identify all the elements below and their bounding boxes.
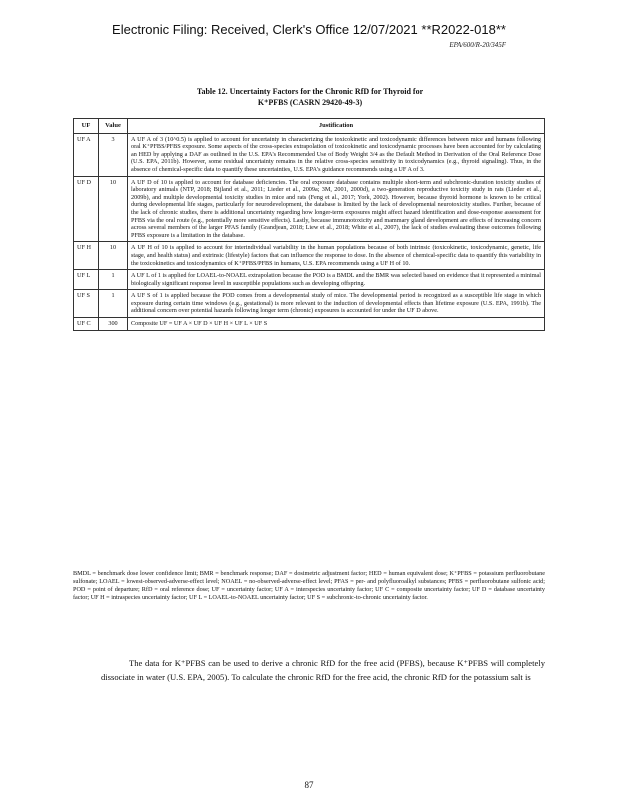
uf-cell: UF A bbox=[74, 133, 99, 176]
body-paragraph bbox=[101, 656, 545, 684]
uncertainty-factors-table bbox=[73, 118, 545, 331]
table-title-line-1: Table 12. Uncertainty Factors for the Chronic RfD for Thyroid for bbox=[196, 87, 424, 96]
column-header-uf: UF bbox=[74, 119, 99, 134]
justification-cell: A UF S of 1 is applied because the POD comes from a developmental study of mice. The developmental period is recognized as a susceptible life stage in which exposure during certain time windows (e.g., gestational) is more relevant to the induction of developmental effects than lifetime exposure (U.S. EPA, 1991b). The additional concern over potential hazards following longer term (chronic) exposures is accounted for under the UF D above. bbox=[128, 290, 545, 318]
justification-cell: A UF H of 10 is applied to account for interindividual variability in the human populations because of both intrinsic (toxicokinetic, toxicodynamic, genetic, life stage, and health status) and extrinsic (lifestyle) factors that can influence the response to dose. In the absence of chemical-specific data to quantify this variability in the toxicokinetics and toxicodynamics of K⁺PFBS/PFBS in humans, U.S. EPA recommends using a UF H of 10. bbox=[128, 242, 545, 270]
table-row bbox=[74, 290, 545, 318]
value-cell: 300 bbox=[99, 318, 128, 331]
table-title bbox=[130, 86, 490, 108]
filing-header: Electronic Filing: Received, Clerk's Office 12/07/2021 **R2022-018** bbox=[112, 22, 506, 37]
uf-cell: UF L bbox=[74, 270, 99, 290]
table-footnote: BMDL = benchmark dose lower confidence limit; BMR = benchmark response; DAF = dosimetric adjustment factor; HED = human equivalent dose; K⁺PFBS = potassium perfluorobutane sulfonate; LOAEL = lowest-observed-adverse-effect level; NOAEL = no-observed-adverse-effect level; PFAS = per- and polyfluoroalkyl substances; PFBS = perfluorobutane sulfonic acid; POD = point of departure; RfD = oral reference dose; UF = uncertainty factor; UF A = interspecies uncertainty factor; UF C = composite uncertainty factor; UF D = database uncertainty factor; UF H = intraspecies uncertainty factor; UF L = LOAEL-to-NOAEL uncertainty factor; UF S = subchronic-to-chronic uncertainty factor. bbox=[73, 570, 545, 601]
table-title-line-2: K⁺PFBS (CASRN 29420-49-3) bbox=[257, 98, 363, 107]
justification-cell: A UF A of 3 (10^0.5) is applied to account for uncertainty in characterizing the toxicokinetic and toxicodynamic differences between mice and humans following oral K⁺PFBS/PFBS exposure. Some aspects of the cross-species extrapolation of toxicokinetic and toxicodynamic processes have been accounted for by calculating an HED by applying a DAF as outlined in the U.S. EPA's Recommended Use of Body Weight 3/4 as the Default Method in Derivation of the Oral Reference Dose (U.S. EPA, 2011b). However, some residual uncertainty remains in the relative cross-species sensitivity in toxicodynamics (e.g., thyroid signaling). Thus, in the absence of chemical-specific data to quantify these uncertainties, U.S. EPA's guidance recommends using a UF A of 3. bbox=[128, 133, 545, 176]
body-paragraph-text: The data for K⁺PFBS can be used to derive a chronic RfD for the free acid (PFBS), because K⁺PFBS will completely dissociate in water (U.S. EPA, 2005). To calculate the chronic RfD for the free acid, the chronic RfD for the potassium salt is bbox=[101, 658, 545, 682]
value-cell: 1 bbox=[99, 290, 128, 318]
table-row bbox=[74, 133, 545, 176]
value-cell: 1 bbox=[99, 270, 128, 290]
table-row bbox=[74, 242, 545, 270]
justification-cell: A UF L of 1 is applied for LOAEL-to-NOAEL extrapolation because the POD is a BMDL and the BMR was selected based on evidence that it represented a minimal biologically significant response level in susceptible populations such as developing offspring. bbox=[128, 270, 545, 290]
column-header-justification: Justification bbox=[128, 119, 545, 134]
justification-cell: A UF D of 10 is applied to account for database deficiencies. The oral exposure database contains multiple short-term and subchronic-duration toxicity studies of laboratory animals (NTP, 2018; Bijland et al., 2011; Lieder et al., 2009a; 3M, 2001, 2000d), a two-generation reproductive toxicity study in rats (Lieder et al., 2009b), and multiple developmental toxicity studies in mice and rats (Feng et al., 2017; York, 2002). However, because thyroid hormone is known to be critical during developmental life stages, particularly for neurodevelopment, the database is limited by the lack of developmental neurotoxicity studies. Further, because of the lack of chronic studies, there is additional uncertainty regarding how longer-term exposures might affect hazard identification and dose-response assessment for PFBS via the oral route (e.g., potentially more sensitive effects). Lastly, because immunotoxicity and mammary gland development are effects of increasing concern across several members of the larger PFAS family (Grandjean, 2018; Liew et al., 2018; White et al., 2007), the lack of studies evaluating these outcomes following PFBS exposure is a limitation in the database. bbox=[128, 176, 545, 242]
column-header-value: Value bbox=[99, 119, 128, 134]
justification-cell: Composite UF = UF A × UF D × UF H × UF L × UF S bbox=[128, 318, 545, 331]
uf-cell: UF H bbox=[74, 242, 99, 270]
table-row bbox=[74, 318, 545, 331]
value-cell: 10 bbox=[99, 176, 128, 242]
value-cell: 10 bbox=[99, 242, 128, 270]
uf-cell: UF S bbox=[74, 290, 99, 318]
uf-cell: UF D bbox=[74, 176, 99, 242]
document-id: EPA/600/R-20/345F bbox=[449, 41, 506, 49]
table-row bbox=[74, 270, 545, 290]
table-row bbox=[74, 176, 545, 242]
uf-cell: UF C bbox=[74, 318, 99, 331]
table-header-row bbox=[74, 119, 545, 134]
value-cell: 3 bbox=[99, 133, 128, 176]
page-number: 87 bbox=[304, 780, 314, 790]
